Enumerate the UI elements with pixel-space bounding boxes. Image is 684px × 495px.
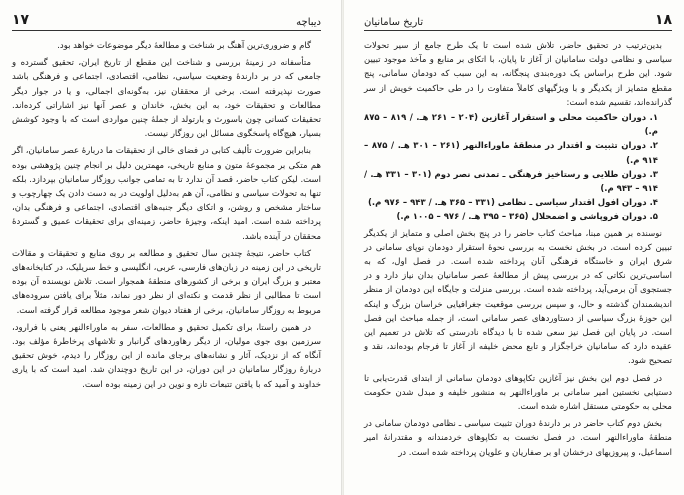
right-page-body (364, 39, 672, 460)
paragraph: بخش دوم کتاب حاضر در بر دارندهٔ دوران تثبیت سیاسی ـ نظامی دودمان سامانی در منطقهٔ ماوراءالنهر است. در فصل نخست به تکاپوهای خردمندانه و مقتدرانهٔ امیر اسماعیل، و پیروزیهای درخشان او بر صفاریان و علویان پرداخته شده است. در (364, 419, 672, 458)
period-item: ۱. دوران حاکمیت محلی و استقرار آغازین (۲۰۴ – ۲۶۱ هـ. / ۸۱۹ – ۸۷۵ م.) (364, 113, 659, 138)
period-item: ۳. دوران طلایی و رستاخیز فرهنگی ـ تمدنی نصر دوم (۳۰۱ – ۳۳۱ هـ. / ۹۱۴ – ۹۴۳ م.) (364, 169, 658, 195)
period-item: ۲. دوران تثبیت و اقتدار در منطقهٔ ماوراءالنهر (۲۶۱ – ۳۰۱ هـ. / ۸۷۵ – ۹۱۴ م.) (364, 141, 658, 166)
paragraph: نوسنده بر همین مبنا، مباحث کتاب حاضر را در پنج بخش اصلی و متمایز از یکدیگر تبیین کرده است. در بخش نخست به بررسی نحوهٔ استقرار دودمان نوپای سامانی در شرق ایران و خاستگاه فرهنگی آنان پرداخته شده است. در فصل اول، که به اساسی‌ترین نکاتی که در بررسی پیش از مطالعهٔ عصر سامانیان بدان نیاز دارد و در جستجوی آن برمی‌آید، پرداخته شده است. بررسی منزلت و جایگاه این دودمان از منظر اندیشمندان گذشته و حال، و سپس بررسی موقعیت جغرافیایی خراسان بزرگ و اینکه این حوزهٔ بزرگ سیاسی از دستاوردهای عصر سامانی است، از جمله مباحث این فصل است. در پایان این فصل نیز سعی شده تا با دیدگاه نادرستی که تلاش در تعمیم این عقیده دارد که سامانیان خراجگزار و تابع محض خلیفه از آغاز تا فرجام بوده‌اند، نقد و تصحیح شود. (364, 228, 672, 367)
right-page-header (364, 10, 672, 31)
paragraph: در فصل دوم این بخش نیز آغازین تکاپوهای دودمان سامانی از ابتدای قدرت‌یابی تا دستیابی نخستین امیر سامانی بر ماوراءالنهر به منشور خلیفه و مبدل شدن حکومت محلی به حکومتی مستقل اشاره شده است. (364, 373, 672, 413)
intro-paragraph: بدین‌ترتیب در تحقیق حاضر، تلاش شده است تا یک طرح جامع از سیر تحولات سیاسی و نظامی دولت سامانیان از آغاز تا پایان، با اتکای بر منابع و مآخذ موجود تبیین شود. این طرح براساس یک دوره‌بندی پنجگانه، به این سبب که دودمان سامانی، پنج مقطع متمایز از یکدیگر و با ویژگیهای کاملاً متفاوت را در طی حاکمیت خویش از سر گذرانده‌اند، تقسیم شده است: (364, 41, 672, 108)
period-item: ۴. دوران افول اقتدار سیاسی ـ نظامی (۳۳۱ – ۳۶۵ هـ. / ۹۴۳ – ۹۷۶ م.) (368, 198, 658, 209)
running-title: دیباچه (296, 17, 321, 28)
period-item: ۵. دوران فروپاشی و اضمحلال (۳۶۵ – ۳۹۵ هـ. / ۹۷۶ – ۱۰۰۵ م.) (396, 212, 658, 223)
period-list (364, 111, 672, 225)
page-number: ۱۷ (12, 12, 30, 28)
right-page (344, 0, 684, 495)
left-page (0, 0, 341, 495)
paragraph: متأسفانه در زمینهٔ بررسی و شناخت این مقطع از تاریخ ایران، تحقیق گسترده و جامعی که در بر دارندهٔ وضعیت سیاسی، نظامی، اقتصادی، اجتماعی و فرهنگی باشد صورت نپذیرفته است. برخی از محققان نیز، به‌گونه‌ای اجمالی، و یا در جوار دیگر مطالعات و تحقیقات خود، به این بخش، خاندان و عصر آنها نیز اشاراتی کرده‌اند. تحقیقات کسانی چون باسورث و بارتولد از جملهٔ چنین مواردی است که با وجود کوشش بسیار، هیچ‌گاه پاسخگوی مسائل این روزگار نیست. (12, 58, 321, 140)
running-title: تاریخ سامانیان (364, 17, 424, 28)
paragraph: گام و ضروری‌ترین آهنگ بر شناخت و مطالعهٔ دیگر موضوعات خواهد بود. (57, 41, 311, 51)
paragraph: کتاب حاضر، نتیجهٔ چندین سال تحقیق و مطالعه بر روی منابع و تحقیقات و مقالات تاریخی در این زمینه در زبان‌های فارسی، عربی، انگلیسی و خط سریلیک، در کتابخانه‌های معتبر و بزرگ ایران و برخی از کشورهای منطقهٔ همجوار است. تلاش نویسنده آن بوده است تا مطالبی از نظر قدمت و نکته‌ای از نظر دور نماند، مثلاً برای یافتن سروده‌های مربوط به روزگار سامانیان، برخی از هفتاد دیوان شعر موجود مطالعه قرار گرفته است. (12, 248, 321, 316)
paragraph: در همین راستا، برای تکمیل تحقیق و مطالعات، سفر به ماوراءالنهر یعنی با فرارود، سرزمین بوی جوی مولیان، از دیگر رهاوردهای گرانبار و تلاشهای پرخاطرهٔ مؤلف بود. آنگاه که از نزدیک، آثار و نشانه‌های برجای مانده از این روزگار را دیدم، خوش تحقیق دربارهٔ روزگار سامانیان در این دوران، در این تاریخ دوچندان شد. امید است که با یاری خداوند و آمید که با یافتن تتبعات تازه و نوین در این زمینه بوده است. (12, 322, 321, 390)
left-page-header (12, 10, 321, 31)
page-number: ۱۸ (654, 12, 672, 28)
paragraph: بنابراین ضرورت تألیف کتابی در فضای خالی از تحقیقات ما دربارهٔ عصر سامانیان، اگر هم متکی بر مجموعهٔ متون و منابع تاریخی، مهمترین دلیل بر انجام چنین پژوهشی بوده است. لیکن کتاب حاضر، قصد آن ندارد تا به تمامی جوانب روزگار سامانیان بپردازد. بلکه تنها به تحولات سیاسی و نظامی، آن هم به‌دلیل اولویت در به دست دادن یک چهارچوب و ساختار مشخص و روشن، و اتکای دیگر جنبه‌های اقتصادی، اجتماعی و فرهنگی بدان، پرداخته شده است. امید اینکه، وجیزهٔ حاضر، زمینه‌ای برای تحقیقات عمیق و گستردهٔ محققان در آینده باشد. (12, 146, 321, 242)
left-page-body (12, 39, 321, 392)
